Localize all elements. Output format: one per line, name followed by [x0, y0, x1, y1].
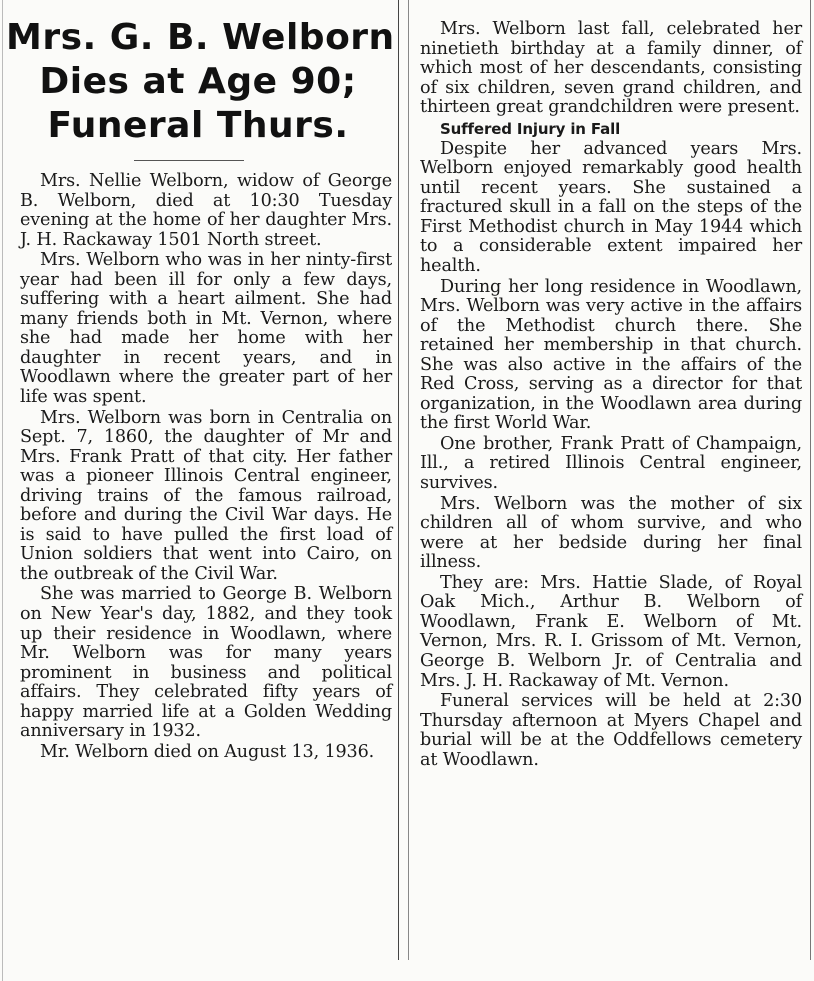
column-divider-rule [398, 0, 399, 960]
paragraph: Despite her advanced years Mrs. Welborn enjoyed remarkably good health until recent years. She sustained a fractured skull in a fall on the steps of the First Methodist church in May 1944 which to a considerable extent impaired her health. [420, 138, 802, 277]
right-column-rule [810, 0, 811, 960]
headline-rule [134, 160, 244, 161]
paragraph: Mrs. Welborn last fall, celebrated her ninetieth birthday at a family dinner, of which most of her descendants, consisting of six children, seven grand children, and thirteen great grandchildren were present. [420, 19, 802, 118]
paragraph: Mr. Welborn died on August 13, 1936. [40, 741, 375, 762]
article-column-1 [20, 172, 392, 762]
subhead: Suffered Injury in Fall [440, 119, 621, 138]
paragraph: During her long residence in Woodlawn, Mrs. Welborn was very active in the affairs of the Methodist church there. She retained her membership in that church. She was also active in the affairs of the Red Cross, serving as a director for that organization, in the Woodlawn area during the first World War. [420, 276, 802, 434]
headline-line-3: Funeral Thurs. [47, 105, 349, 146]
paragraph: They are: Mrs. Hattie Slade, of Royal Oak Mich., Arthur B. Welborn of Woodlawn, Frank E. Welborn of Mt. Vernon, Mrs. R. I. Grissom of Mt. Vernon, George B. Welborn Jr. of Centralia and Mrs. J. H. Rackaway of Mt. Vernon. [420, 572, 802, 691]
column-divider-rule-2 [408, 0, 409, 960]
paragraph: Funeral services will be held at 2:30 Thursday afternoon at Myers Chapel and burial will be at the Oddfellows cemetery at Woodlawn. [420, 691, 802, 770]
paragraph: Mrs. Welborn who was in her ninty-first year had been ill for only a few days, suffering with a heart ailment. She had many friends both in Mt. Vernon, where she had made her home with her daughter in recent years, and in Woodlawn where the greater part of her life was spent. [20, 250, 392, 408]
headline [6, 16, 395, 148]
paragraph: One brother, Frank Pratt of Champaign, Ill., a retired Illinois Central engineer, survives. [420, 433, 802, 494]
headline-line-2: Dies at Age 90; [39, 61, 357, 102]
headline-line-1: Mrs. G. B. Welborn [6, 17, 395, 58]
left-column-rule [2, 0, 3, 981]
paragraph: Mrs. Welborn was the mother of six children all of whom survive, and who were at her bedside during her final illness. [420, 493, 802, 573]
paragraph: She was married to George B. Welborn on New Year's day, 1882, and they took up their residence in Woodlawn, where Mr. Welborn was for many years prominent in business and political affairs. They celebrated fifty years of happy married life at a Golden Wedding anniversary in 1932. [20, 584, 392, 742]
article-column-2 [420, 2, 802, 770]
paragraph: Mrs. Nellie Welborn, widow of George B. Welborn, died at 10:30 Tuesday evening at the home of her daughter Mrs. J. H. Rackaway 1501 North street. [20, 171, 392, 250]
paragraph: Mrs. Welborn was born in Centralia on Sept. 7, 1860, the daughter of Mr and Mrs. Frank Pratt of that city. Her father was a pioneer Illinois Central engineer, driving trains of the famous railroad, before and during the Civil War days. He is said to have pulled the first load of Union soldiers that went into Cairo, on the outbreak of the Civil War. [20, 407, 392, 584]
